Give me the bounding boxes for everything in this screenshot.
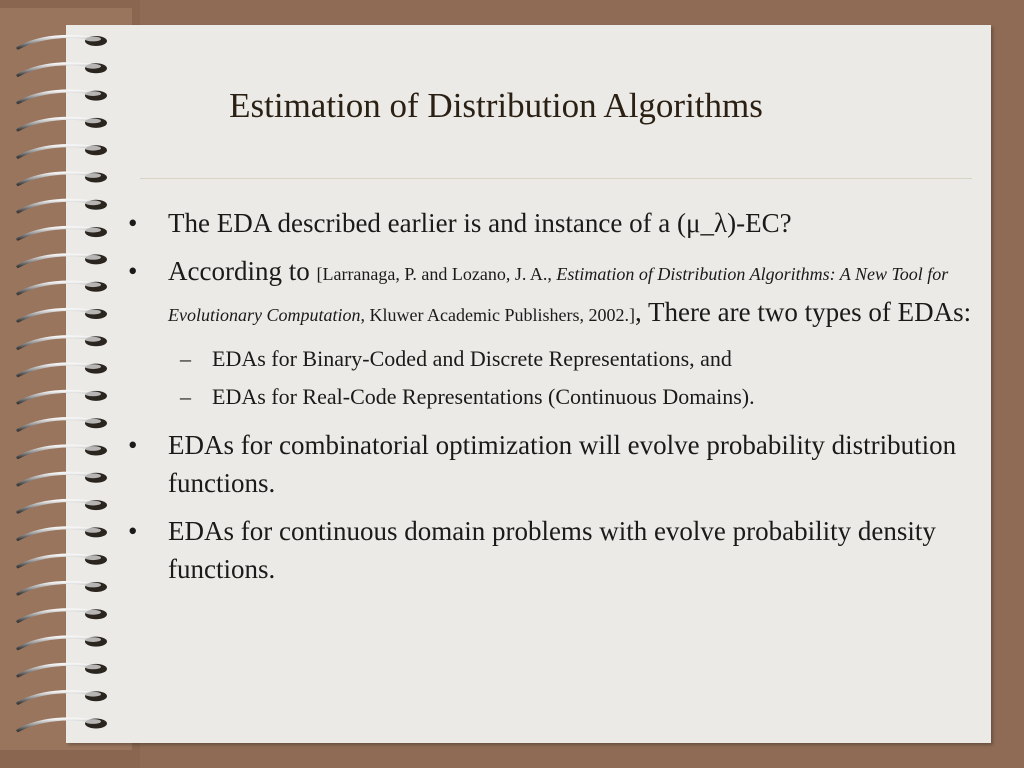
subbullet-text: EDAs for Real-Code Representations (Continuous Domains).	[212, 384, 755, 409]
binding-ring-wire	[18, 228, 96, 240]
binding-ring-wire	[18, 255, 96, 267]
binding-ring-shine	[85, 364, 101, 369]
reference-title: Estimation of Distribution Algorithms: A New Tool for Evolutionary Computation	[168, 264, 949, 325]
binding-ring-shine	[85, 719, 101, 724]
binding-ring-shine	[85, 173, 101, 178]
binding-ring-shine	[85, 200, 101, 205]
slide-title: Estimation of Distribution Algorithms	[229, 86, 763, 125]
binding-ring-wire	[18, 719, 96, 731]
binding-ring-wire	[18, 555, 96, 567]
reference-open: [Larranaga, P. and Lozano, J. A.,	[316, 264, 557, 284]
binding-ring-wire	[18, 528, 96, 540]
binding-ring-wire	[18, 664, 96, 676]
bullet-according-to	[122, 252, 972, 334]
binding-ring-shine	[85, 473, 101, 478]
subbullet-real-code	[122, 382, 972, 412]
bullet-combinatorial	[122, 426, 972, 502]
bullet-mark: •	[128, 256, 138, 286]
bullet-eda-instance	[122, 204, 972, 242]
binding-ring-shine	[85, 419, 101, 424]
title-divider	[140, 178, 972, 179]
binding-ring-wire	[18, 36, 96, 48]
binding-ring-wire	[18, 64, 96, 76]
binding-ring-shine	[85, 501, 101, 506]
binding-ring-shine	[85, 583, 101, 588]
binding-ring-shine	[85, 446, 101, 451]
binding-ring-wire	[18, 692, 96, 704]
bullet-mark: •	[128, 430, 138, 460]
binding-ring-wire	[18, 637, 96, 649]
binding-ring-shine	[85, 37, 101, 42]
bullet-continuous	[122, 512, 972, 588]
binding-ring-wire	[18, 146, 96, 158]
binding-ring-shine	[85, 610, 101, 615]
bullet-text: EDAs for combinatorial optimization will evolve probability distribution functions.	[168, 430, 957, 498]
binding-ring-shine	[85, 637, 101, 642]
subbullet-mark: –	[180, 384, 191, 409]
binding-ring-shine	[85, 392, 101, 397]
binding-ring-shine	[85, 528, 101, 533]
subbullet-text: EDAs for Binary-Coded and Discrete Representations, and	[212, 346, 732, 371]
subbullet-mark: –	[180, 346, 191, 371]
binding-ring-wire	[18, 173, 96, 185]
binding-ring-wire	[18, 337, 96, 349]
binding-ring-wire	[18, 200, 96, 212]
bullet-mark: •	[128, 208, 138, 238]
binding-ring-wire	[18, 282, 96, 294]
binding-ring-shine	[85, 310, 101, 315]
binding-ring-wire	[18, 501, 96, 513]
binding-ring-wire	[18, 391, 96, 403]
bullet-text: The EDA described earlier is and instance of a (μ_λ)-EC?	[168, 208, 792, 238]
binding-ring-wire	[18, 473, 96, 485]
bullet-text: EDAs for continuous domain problems with evolve probability density functions.	[168, 516, 936, 584]
binding-ring-shine	[85, 337, 101, 342]
binding-ring-shine	[85, 555, 101, 560]
binding-ring-shine	[85, 282, 101, 287]
bullet-mark: •	[128, 516, 138, 546]
binding-ring-wire	[18, 582, 96, 594]
binding-ring-shine	[85, 255, 101, 260]
subbullet-binary-coded	[122, 344, 972, 374]
binding-ring-shine	[85, 692, 101, 697]
reference-rest: , Kluwer Academic Publishers, 2002.]	[360, 305, 635, 325]
binding-ring-shine	[85, 146, 101, 151]
binding-ring-shine	[85, 64, 101, 69]
binding-ring-shine	[85, 228, 101, 233]
bullet-lead-text: According to	[168, 256, 310, 286]
bullet-tail-text: , There are two types of EDAs:	[634, 297, 972, 327]
binding-ring-wire	[18, 364, 96, 376]
binding-ring-wire	[18, 419, 96, 431]
binding-ring-wire	[18, 446, 96, 458]
binding-ring-shine	[85, 665, 101, 670]
binding-ring-wire	[18, 610, 96, 622]
binding-ring-wire	[18, 309, 96, 321]
slide-content	[122, 204, 972, 598]
